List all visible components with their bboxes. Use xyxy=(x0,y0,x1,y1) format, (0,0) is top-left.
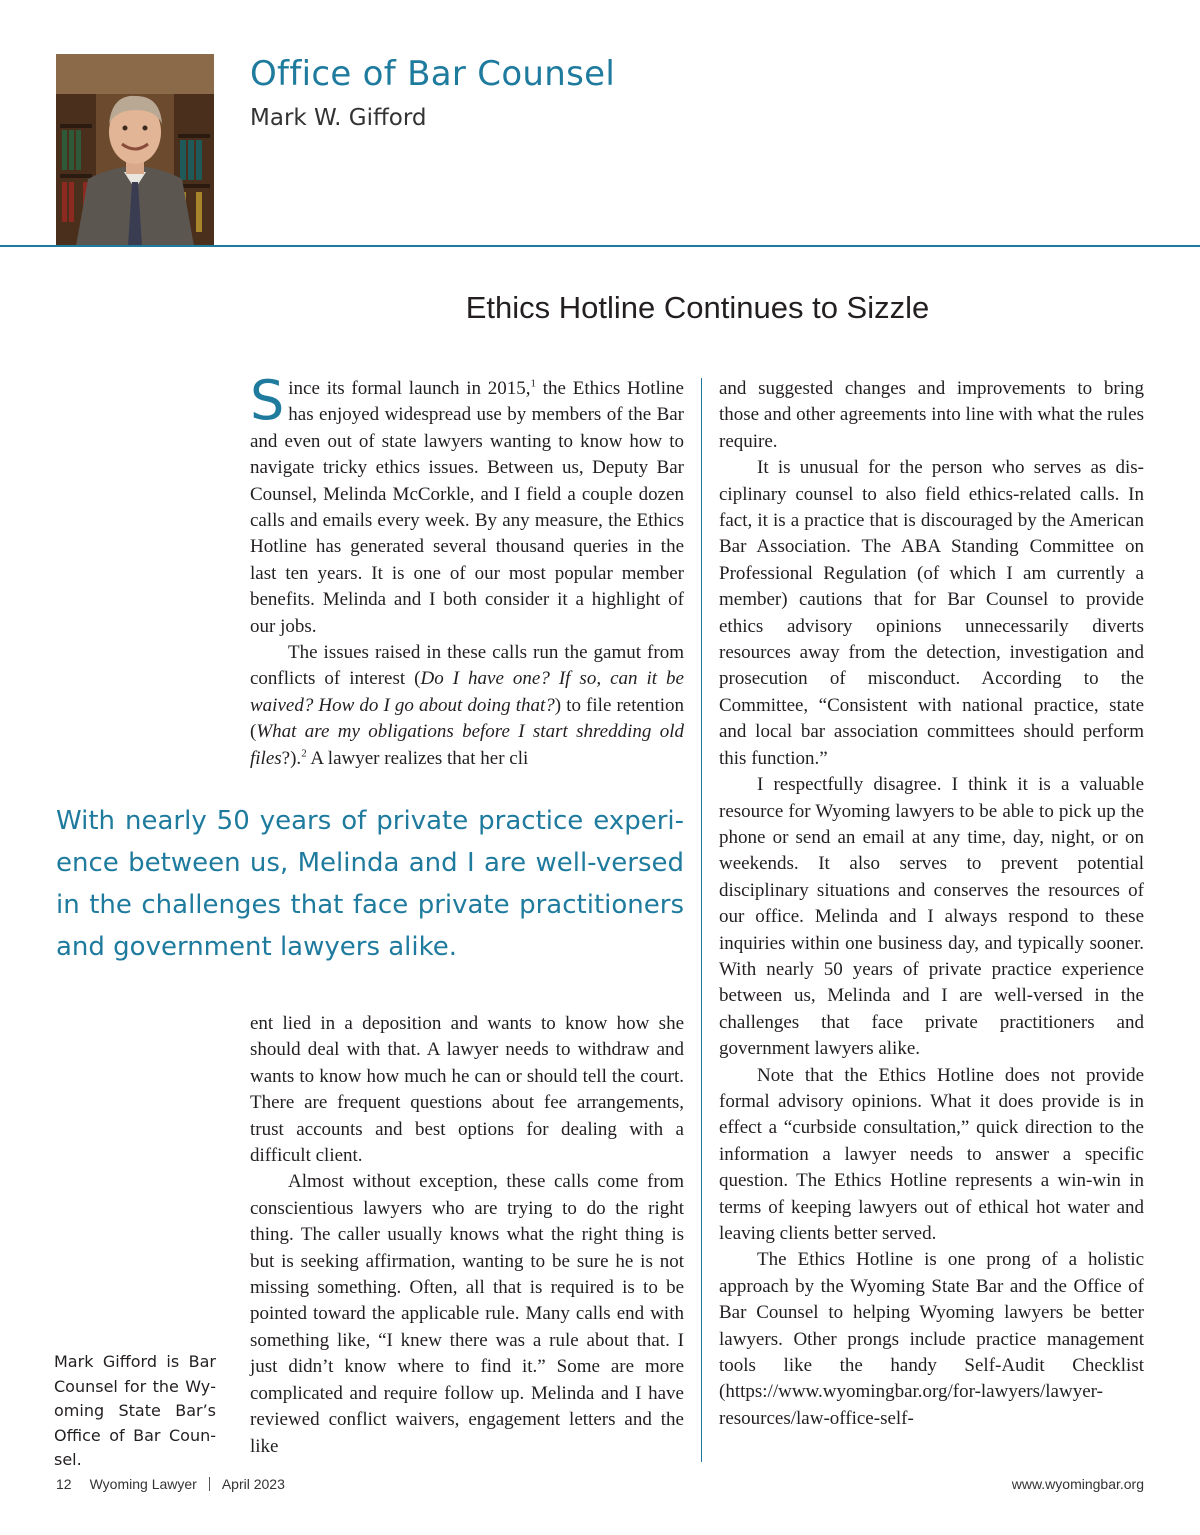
italic-run: Do I have one? If so, can it be waived? How do I go about doing that? xyxy=(250,668,684,716)
page-number: 12 xyxy=(56,1476,72,1492)
text-run: the Ethics Hotline has enjoyed widespread use by members of the Bar and even out of state lawyers wanting to know how to navigate tricky ethics issues. Between us, Deputy Bar Counsel, Melinda McCorkle, and I field a couple dozen calls and emails every week. By any measure, the Ethics Hotline has generated several thousand queries in the last ten years. It is one of our most popular member benefits. Melinda and I both consider it a highlight of our jobs. xyxy=(250,378,684,637)
pull-quote: With nearly 50 years of private practice experience between us, Melinda and I are well-versed in the challenges that face private practitioners and government lawyers alike. xyxy=(56,806,684,962)
left-column-top xyxy=(250,369,684,772)
paragraph xyxy=(250,640,684,772)
paragraph: I respectfully disagree. I think it is a valuable resource for Wyoming lawyers to be able to pick up the phone or send an email at any time, day, night, or on weekends. It also serves to prevent potential disciplinary situations and conserves the resources of our office. Melinda and I always respond to these inquiries within one business day, and typically sooner. With nearly 50 years of private practice experience between us, Melinda and I are well-versed in the challenges that face private practitioners and government lawyers alike. xyxy=(719,774,1144,1060)
footnote-ref: 1 xyxy=(530,377,537,390)
article-headline: Ethics Hotline Continues to Sizzle xyxy=(465,290,930,325)
paragraph: ent lied in a deposition and wants to know how she should deal with that. A lawyer needs to withdraw and wants to know how much he can or should tell the court. There are frequent questions about fee arrangements, trust accounts and best options for dealing with a difficult client. xyxy=(250,1013,684,1167)
issue-date: April 2023 xyxy=(221,1476,285,1492)
footnote-ref: 2 xyxy=(301,747,307,760)
drop-cap: S xyxy=(250,369,285,432)
page-footer xyxy=(56,1476,1144,1492)
paragraph: Almost without exception, these calls come from conscientious lawyers who are trying to do the right thing. The caller usually knows what the right thing is but is seeking affirmation, wanting to be sure he is not missing something. Often, all that is required is to be pointed toward the applicable rule. Many calls end with something like, “I knew there was a rule about that. I just didn’t know where to find it.” Some are more complicated and require follow up. Melinda and I have reviewed conflict waivers, engagement letters and the like xyxy=(250,1171,684,1457)
text-run: ?). xyxy=(281,747,302,769)
text-run: The issues raised in these calls run the gamut from conflicts of interest ( xyxy=(250,642,684,690)
department-title: Office of Bar Counsel xyxy=(250,54,616,94)
paragraph: Note that the Ethics Hotline does not provide formal advisory opinions. What it does provide is in effect a “curbside consultation,” quick direction to the information a lawyer needs to answer a specific question. The Ethics Hotline represents a win-win in terms of keeping lawyers out of ethical hot water and leaving clients better served. xyxy=(719,1064,1144,1244)
publication-name: Wyoming Lawyer xyxy=(89,1476,197,1492)
author-bio: Mark Gifford is Bar Counsel for the Wyoming State Bar’s Office of Bar Counsel. xyxy=(54,1352,216,1469)
author-name: Mark W. Gifford xyxy=(250,105,427,131)
right-column xyxy=(719,376,1144,1432)
column-divider xyxy=(701,378,702,1462)
paragraph xyxy=(250,369,684,640)
author-photo xyxy=(56,54,214,246)
footer-separator xyxy=(209,1477,210,1491)
header-rule xyxy=(0,245,1200,247)
italic-run: What are my obligations before I start shredding old files xyxy=(250,721,684,769)
paragraph: It is unusual for the person who serves as disciplinary counsel to also field ethics-related calls. In fact, it is a practice that is discouraged by the American Bar Association. The ABA Standing Committee on Professional Regulation (of which I am currently a member) cautions that for Bar Counsel to provide ethics advisory opinions unnecessarily diverts resources away from the detection, investigation and prosecution of misconduct. According to the Committee, “Consistent with national practice, state and local bar association committees should perform this function.” xyxy=(719,457,1144,769)
text-run: A lawyer realizes that her cli xyxy=(306,747,529,769)
text-run: ) to file retention ( xyxy=(250,694,684,743)
text-run: ince its formal launch in 2015, xyxy=(288,378,531,399)
left-column-bottom xyxy=(250,1011,684,1460)
website-link[interactable]: www.wyomingbar.org xyxy=(1011,1476,1144,1492)
paragraph: The Ethics Hotline is one prong of a holistic approach by the Wyoming State Bar and the Office of Bar Counsel to helping Wyoming lawyers be better lawyers. Other prongs include practice management tools like the handy Self-Audit Checklist (https://www.wyomingbar.org/for-lawyers/lawyer-resources/law-office-self- xyxy=(719,1249,1144,1429)
paragraph: and suggested changes and improvements to bring those and other agreements into line with what the rules require. xyxy=(719,378,1144,452)
